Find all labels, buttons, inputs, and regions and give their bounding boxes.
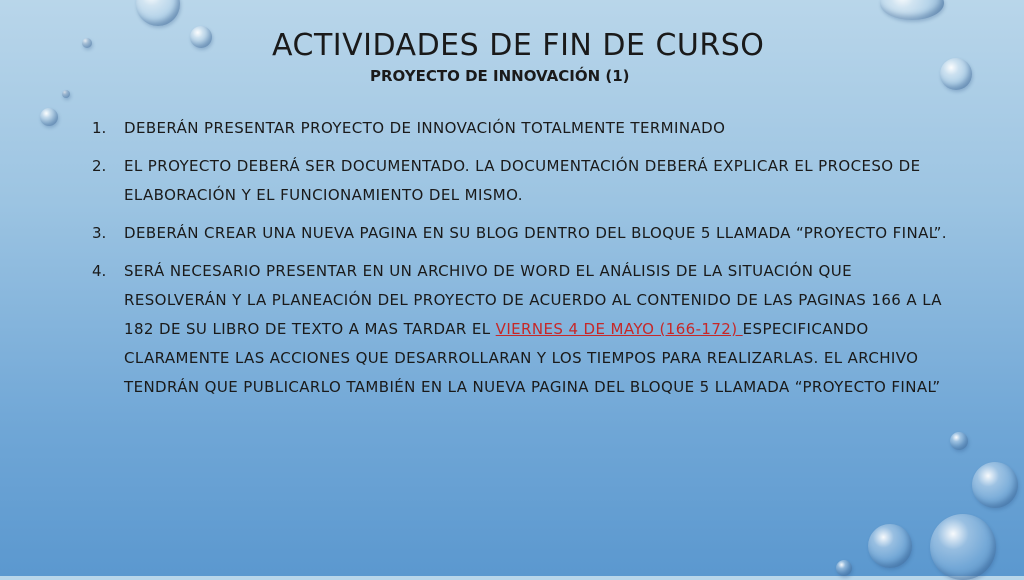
list-item-text-start: SERÁ NECESARIO PRESENTAR EN UN ARCHIVO DE WORD EL ANÁLISIS DE LA SITUACIÓN QUE RESOLVERÁN Y LA PLANEACIÓN DEL PROYECTO DE ACUERDO AL CONTENIDO DE LAS PAGINAS 166 A LA 182 DE SU LIBRO DE TEXTO A MAS TARDAR EL [124,262,942,338]
water-drop-icon [136,0,180,26]
list-item-text: DEBERÁN PRESENTAR PROYECTO DE INNOVACIÓN TOTALMENTE TERMINADO [124,119,726,137]
list-item-number: 4. [92,262,107,280]
water-drop-icon [836,560,852,576]
water-drop-icon [40,108,58,126]
water-drop-icon [950,432,968,450]
list-item [92,114,952,143]
water-drop-icon [930,514,996,580]
water-drop-icon [972,462,1018,508]
list-item-number: 3. [92,224,107,242]
deadline-highlight: VIERNES 4 DE MAYO (166-172) [495,320,743,338]
slide-subtitle: PROYECTO DE INNOVACIÓN (1) [370,67,630,85]
list-item-text [124,257,952,402]
water-drop-icon [940,58,972,90]
list-item [92,219,952,248]
water-drop-icon [190,26,212,48]
list-item [92,152,952,210]
slide-title: ACTIVIDADES DE FIN DE CURSO [272,28,765,63]
activity-list [92,114,952,411]
water-drop-icon [868,524,912,568]
list-item [92,257,952,402]
water-drop-icon [62,90,70,98]
list-item-text: EL PROYECTO DEBERÁ SER DOCUMENTADO. LA DOCUMENTACIÓN DEBERÁ EXPLICAR EL PROCESO DE ELABORACIÓN Y EL FUNCIONAMIENTO DEL MISMO. [124,157,921,204]
list-item-text: DEBERÁN CREAR UNA NUEVA PAGINA EN SU BLOG DENTRO DEL BLOQUE 5 LLAMADA “PROYECTO FINAL”. [124,224,947,242]
water-drop-icon [82,38,92,48]
list-item-number: 1. [92,119,107,137]
water-drop-icon [880,0,944,20]
list-item-number: 2. [92,157,107,175]
list-item-text-end: ESPECIFICANDO CLARAMENTE LAS ACCIONES QUE DESARROLLARAN Y LOS TIEMPOS PARA REALIZARLAS. EL ARCHIVO TENDRÁN QUE PUBLICARLO TAMBIÉN EN LA NUEVA PAGINA DEL BLOQUE 5 LLAMADA “PROYECTO FINAL” [124,320,941,396]
